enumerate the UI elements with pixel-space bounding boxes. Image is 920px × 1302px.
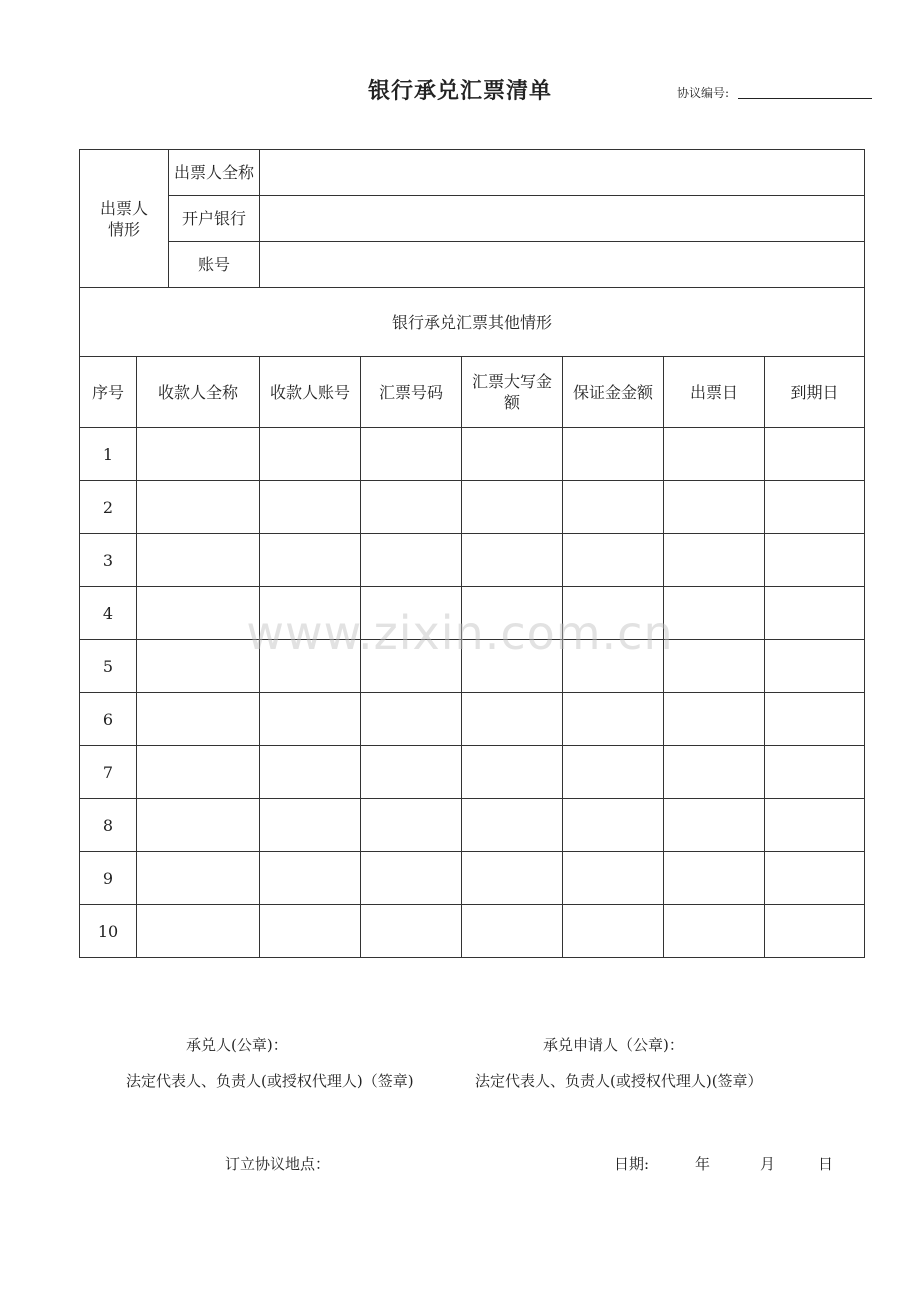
drawer-name-value[interactable] <box>260 150 865 196</box>
cell-deposit-amount[interactable] <box>563 534 664 587</box>
cell-issue-date[interactable] <box>664 799 765 852</box>
cell-deposit-amount[interactable] <box>563 799 664 852</box>
drawer-group-label: 出票人情形 <box>80 150 169 288</box>
cell-amount-words[interactable] <box>462 693 563 746</box>
cell-bill-number[interactable] <box>361 746 462 799</box>
agreement-number-label: 协议编号: <box>677 86 730 100</box>
cell-due-date[interactable] <box>765 693 865 746</box>
cell-payee-account[interactable] <box>260 534 361 587</box>
cell-issue-date[interactable] <box>664 534 765 587</box>
cell-payee-account[interactable] <box>260 428 361 481</box>
cell-issue-date[interactable] <box>664 905 765 958</box>
cell-seq: 2 <box>80 481 137 534</box>
cell-issue-date[interactable] <box>664 428 765 481</box>
cell-payee-name[interactable] <box>137 852 260 905</box>
cell-issue-date[interactable] <box>664 746 765 799</box>
cell-seq: 6 <box>80 693 137 746</box>
header-amount-words: 汇票大写金额 <box>462 357 563 428</box>
cell-bill-number[interactable] <box>361 693 462 746</box>
year-label: 年 <box>695 1155 711 1173</box>
header-payee-name: 收款人全称 <box>137 357 260 428</box>
drawer-name-label: 出票人全称 <box>169 150 260 196</box>
applicant-signature-label: 法定代表人、负责人(或授权代理人)(签章） <box>475 1072 763 1090</box>
cell-amount-words[interactable] <box>462 534 563 587</box>
cell-due-date[interactable] <box>765 905 865 958</box>
cell-deposit-amount[interactable] <box>563 852 664 905</box>
cell-payee-name[interactable] <box>137 534 260 587</box>
cell-payee-account[interactable] <box>260 481 361 534</box>
header-deposit-amount: 保证金金额 <box>563 357 664 428</box>
bill-list-table <box>79 149 865 958</box>
drawer-bank-row <box>80 196 865 242</box>
table-body <box>80 428 865 958</box>
cell-due-date[interactable] <box>765 534 865 587</box>
cell-payee-account[interactable] <box>260 799 361 852</box>
cell-payee-account[interactable] <box>260 852 361 905</box>
cell-payee-name[interactable] <box>137 693 260 746</box>
cell-seq: 1 <box>80 428 137 481</box>
month-label: 月 <box>760 1155 776 1173</box>
agreement-number-field[interactable] <box>738 98 872 99</box>
page-title: 银行承兑汇票清单 <box>367 79 552 104</box>
table-row <box>80 428 865 481</box>
cell-bill-number[interactable] <box>361 481 462 534</box>
drawer-account-label: 账号 <box>169 242 260 288</box>
cell-bill-number[interactable] <box>361 799 462 852</box>
table-row <box>80 534 865 587</box>
drawer-account-row <box>80 242 865 288</box>
cell-bill-number[interactable] <box>361 428 462 481</box>
watermark: www.zixin.com.cn <box>246 606 674 660</box>
drawer-account-value[interactable] <box>260 242 865 288</box>
cell-payee-name[interactable] <box>137 746 260 799</box>
cell-due-date[interactable] <box>765 852 865 905</box>
acceptor-signature-label: 法定代表人、负责人(或授权代理人)（签章) <box>126 1072 414 1090</box>
cell-due-date[interactable] <box>765 481 865 534</box>
cell-deposit-amount[interactable] <box>563 746 664 799</box>
drawer-name-row <box>80 150 865 196</box>
cell-deposit-amount[interactable] <box>563 428 664 481</box>
day-label: 日 <box>818 1155 834 1173</box>
cell-amount-words[interactable] <box>462 428 563 481</box>
cell-amount-words[interactable] <box>462 852 563 905</box>
cell-amount-words[interactable] <box>462 746 563 799</box>
table-row <box>80 693 865 746</box>
header-seq: 序号 <box>80 357 137 428</box>
cell-issue-date[interactable] <box>664 693 765 746</box>
cell-bill-number[interactable] <box>361 534 462 587</box>
cell-payee-account[interactable] <box>260 693 361 746</box>
cell-seq: 10 <box>80 905 137 958</box>
cell-seq: 3 <box>80 534 137 587</box>
cell-due-date[interactable] <box>765 746 865 799</box>
table-row <box>80 799 865 852</box>
other-section-title: 银行承兑汇票其他情形 <box>80 288 865 357</box>
cell-amount-words[interactable] <box>462 481 563 534</box>
applicant-seal-label: 承兑申请人（公章)： <box>543 1036 684 1054</box>
cell-seq: 4 <box>80 587 137 640</box>
drawer-bank-value[interactable] <box>260 196 865 242</box>
header-due-date: 到期日 <box>765 357 865 428</box>
cell-amount-words[interactable] <box>462 905 563 958</box>
cell-payee-account[interactable] <box>260 746 361 799</box>
cell-payee-name[interactable] <box>137 799 260 852</box>
table-header-row <box>80 357 865 428</box>
header-payee-account: 收款人账号 <box>260 357 361 428</box>
header-bill-number: 汇票号码 <box>361 357 462 428</box>
cell-deposit-amount[interactable] <box>563 905 664 958</box>
table-row <box>80 481 865 534</box>
cell-seq: 5 <box>80 640 137 693</box>
cell-payee-name[interactable] <box>137 481 260 534</box>
table-row <box>80 746 865 799</box>
cell-deposit-amount[interactable] <box>563 481 664 534</box>
cell-deposit-amount[interactable] <box>563 693 664 746</box>
cell-bill-number[interactable] <box>361 852 462 905</box>
agreement-place-label: 订立协议地点： <box>225 1155 331 1173</box>
cell-payee-account[interactable] <box>260 905 361 958</box>
other-section-row <box>80 288 865 357</box>
header-issue-date: 出票日 <box>664 357 765 428</box>
cell-issue-date[interactable] <box>664 852 765 905</box>
cell-issue-date[interactable] <box>664 481 765 534</box>
date-label: 日期: <box>614 1155 650 1173</box>
table-row <box>80 905 865 958</box>
cell-seq: 7 <box>80 746 137 799</box>
cell-payee-name[interactable] <box>137 428 260 481</box>
cell-amount-words[interactable] <box>462 799 563 852</box>
cell-seq: 9 <box>80 852 137 905</box>
drawer-bank-label: 开户银行 <box>169 196 260 242</box>
cell-due-date[interactable] <box>765 799 865 852</box>
cell-seq: 8 <box>80 799 137 852</box>
acceptor-seal-label: 承兑人(公章)： <box>186 1036 288 1054</box>
cell-payee-name[interactable] <box>137 905 260 958</box>
cell-bill-number[interactable] <box>361 905 462 958</box>
cell-due-date[interactable] <box>765 428 865 481</box>
table-row <box>80 852 865 905</box>
